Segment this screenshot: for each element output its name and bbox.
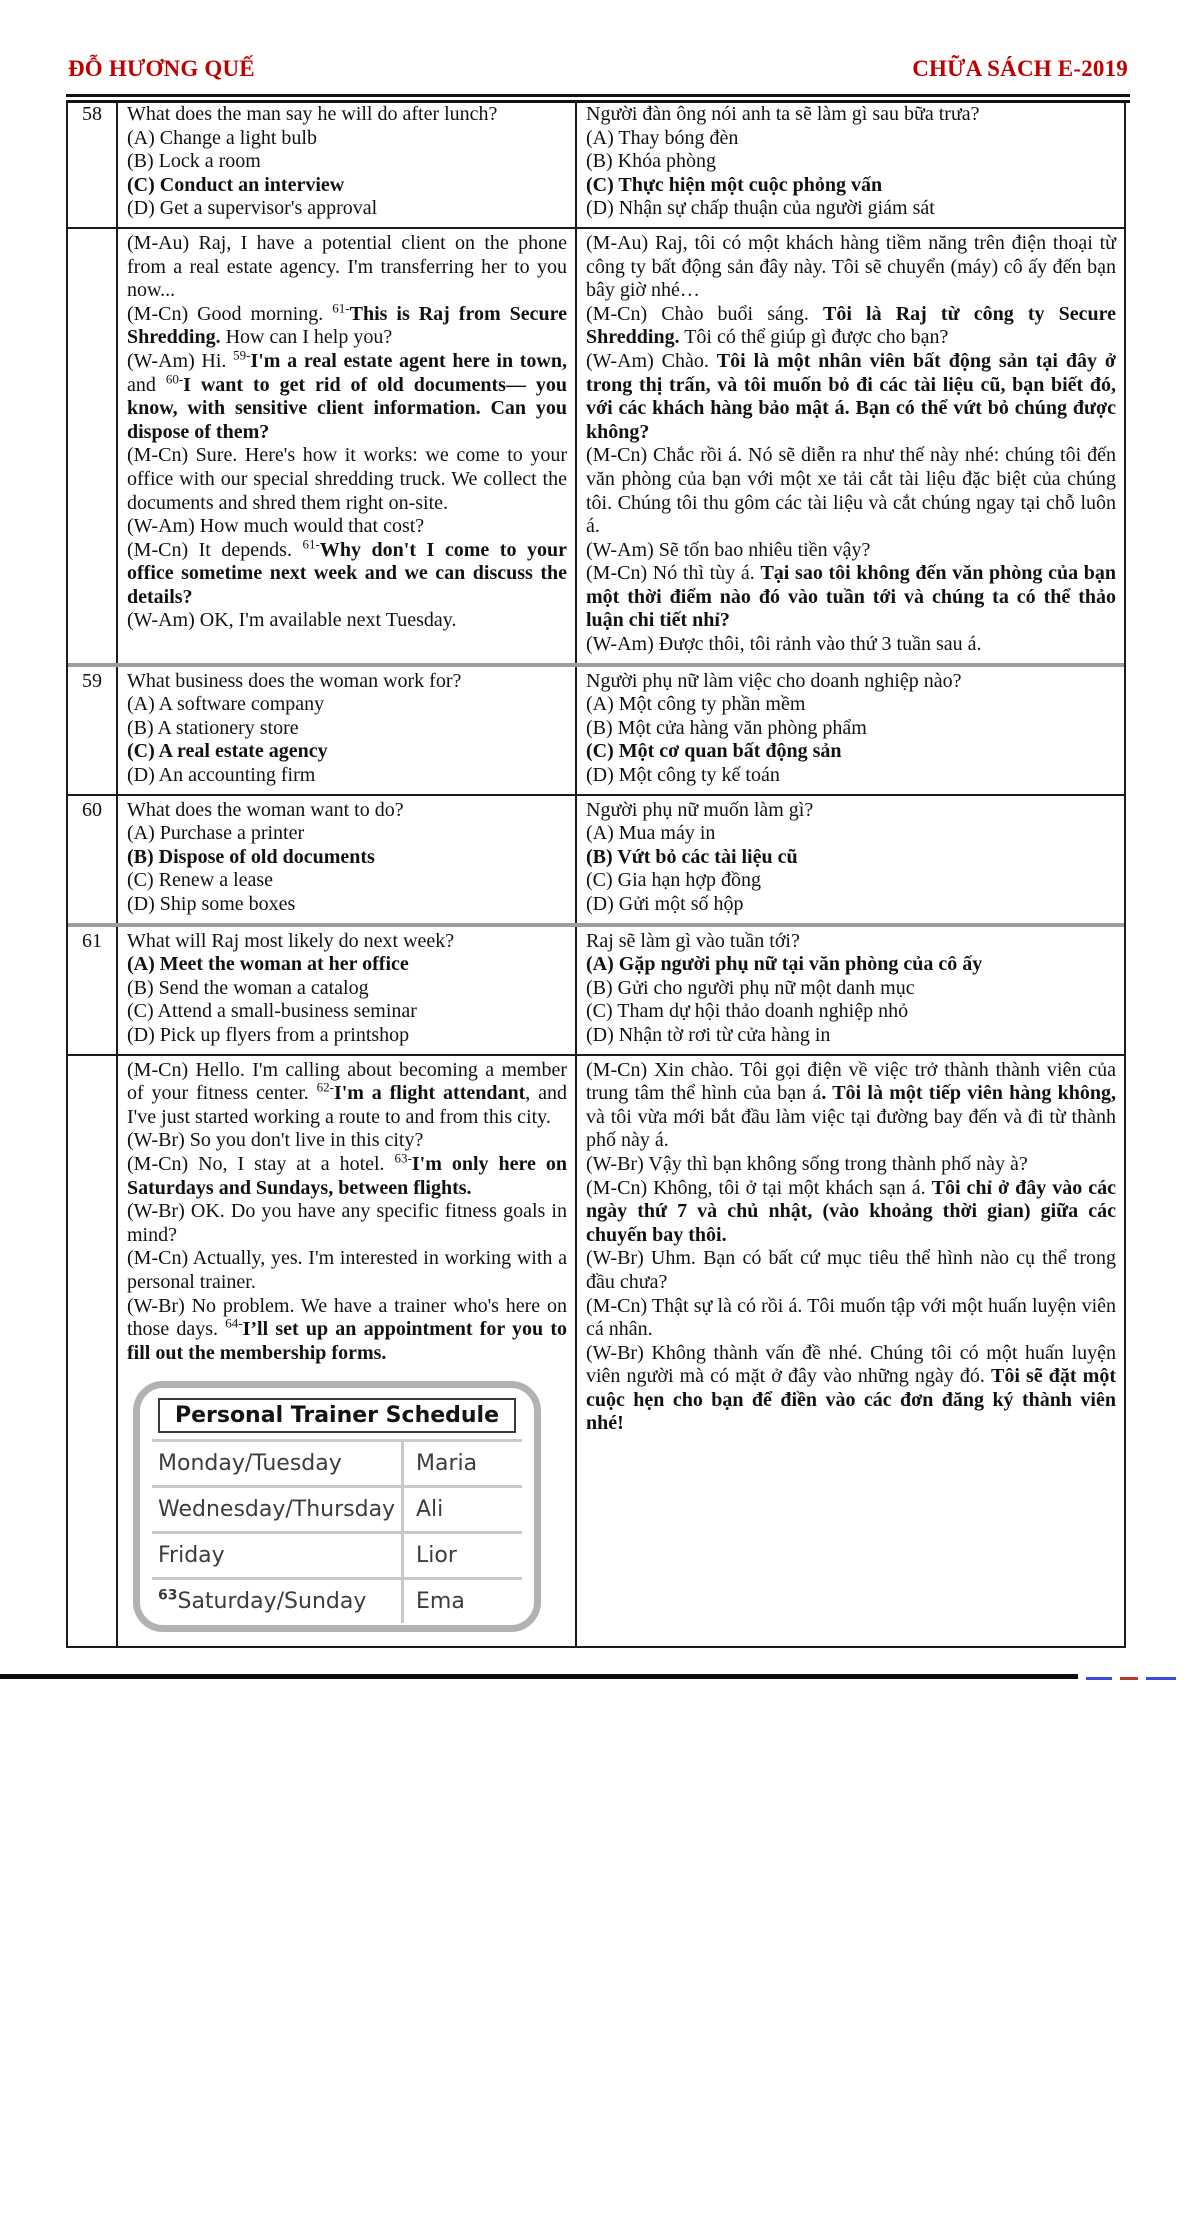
bold-answer-text: (C) Conduct an interview — [127, 173, 345, 196]
option-line — [127, 764, 567, 788]
bold-answer-text: (A) Gặp người phụ nữ tại văn phòng của cô ấy — [586, 953, 983, 976]
text-run: (A) A software company — [127, 693, 325, 716]
text-run: (C) Attend a small-business seminar — [127, 1000, 417, 1023]
bold-answer-text: Tôi chỉ ở đây vào các ngày thứ 7 và chủ nhật, (vào khoảng thời gian) giữa các chuyến bay thôi. — [586, 1176, 1116, 1246]
vietnamese-cell — [577, 927, 1124, 1054]
superscript-ref: 62- — [316, 1079, 334, 1095]
schedule-card — [133, 1381, 541, 1632]
text-run: (D) Ship some boxes — [127, 893, 296, 915]
vietnamese-cell — [577, 796, 1124, 923]
schedule-row — [152, 1485, 522, 1531]
text-run: and — [127, 373, 166, 396]
text-run: (M-Cn) Không, tôi ở tại một khách sạn á. — [586, 1176, 932, 1199]
text-run: Tôi có thể giúp gì được cho bạn? — [679, 326, 949, 349]
text-run: (M-Cn) Chắc rồi á. Nó sẽ diễn ra như thế này nhé: chúng tôi đến văn phòng của bạn với một xe tải cắt tài liệu đặc biệt của chúng tôi. Chúng tôi thu gôm các tài liệu và cắt chúng ngay tại chỗ luôn á. — [586, 444, 1116, 538]
text-run: (M-Cn) Chào buổi sáng. — [586, 302, 824, 325]
bold-answer-text: . Tôi là một tiếp viên hàng không, — [821, 1082, 1116, 1105]
dialogue-line — [127, 515, 567, 539]
vietnamese-cell — [577, 1056, 1124, 1647]
option-line — [586, 1000, 1116, 1024]
english-cell — [118, 1056, 577, 1647]
schedule-day: $^{63}$Saturday/Sunday — [158, 1587, 367, 1615]
option-line — [127, 1000, 567, 1024]
question-number: 60 — [68, 796, 118, 923]
bold-answer-text: (C) Một cơ quan bất động sản — [586, 740, 842, 763]
english-cell — [118, 667, 577, 794]
option-line — [127, 717, 567, 741]
text-run: (B) A stationery store — [127, 716, 299, 739]
text-run: (B) Gửi cho người phụ nữ một danh mục — [586, 976, 915, 999]
scan-artifact — [1146, 1677, 1176, 1680]
table-row — [68, 923, 1124, 1054]
bold-answer-text: I'm a flight attendant — [333, 1082, 526, 1105]
option-line — [586, 930, 1116, 954]
option-line — [127, 150, 567, 174]
option-line — [127, 197, 567, 221]
option-line — [127, 822, 567, 846]
bold-answer-text: (A) Meet the woman at her office — [127, 953, 409, 976]
text-run: (M-Au) Raj, I have a potential client on the phone from a real estate agency. I'm transferring her to you now... — [127, 231, 567, 302]
bold-answer-text: Tôi là Raj từ công ty Secure Shredding. — [586, 302, 1116, 349]
schedule-trainer: Maria — [401, 1442, 522, 1485]
text-run: (W-Br) So you don't live in this city? — [127, 1129, 424, 1152]
bold-answer-text: Tôi là một nhân viên bất động sản tại đây ở trong thị trấn, và tôi muốn bỏ đi các tài liệu cũ, bạn biết đó, với các khách hàng bảo mật á. Bạn có thể vứt bỏ chúng được không? — [586, 349, 1116, 443]
option-line — [586, 1024, 1116, 1048]
schedule-row — [152, 1577, 522, 1623]
dialogue-line — [127, 1150, 567, 1200]
dialogue-line — [586, 1295, 1116, 1342]
bold-answer-text: I’ll set up an appointment for you to fill out the membership forms. — [127, 1318, 567, 1364]
dialogue-line — [586, 1059, 1116, 1153]
text-run: (D) Nhận tờ rơi từ cửa hàng in — [586, 1023, 831, 1046]
text-run: (W-Am) Chào. — [586, 349, 717, 372]
dialogue-line — [127, 1059, 567, 1130]
english-cell — [118, 796, 577, 923]
dialogue-line — [127, 444, 567, 515]
text-run: (B) Một cửa hàng văn phòng phẩm — [586, 716, 867, 739]
schedule-title: Personal Trainer Schedule — [158, 1398, 516, 1433]
table-row — [68, 794, 1124, 923]
text-run: What will Raj most likely do next week? — [127, 929, 455, 952]
text-run: (M-Cn) Nó thì tùy á. — [586, 562, 761, 585]
dialogue-line — [586, 539, 1116, 563]
bold-answer-text: (B) Dispose of old documents — [127, 845, 375, 868]
option-line — [586, 869, 1116, 893]
text-run: (W-Br) Uhm. Bạn có bất cứ mục tiêu thể hình nào cụ thể trong đầu chưa? — [586, 1247, 1116, 1293]
schedule-trainer: Ema — [401, 1580, 522, 1623]
option-line — [127, 693, 567, 717]
bold-answer-text: Why don't I come to your office sometime next week and we can discuss the details? — [127, 538, 568, 608]
dialogue-line — [586, 232, 1116, 303]
text-run: (A) Thay bóng đèn — [586, 126, 739, 149]
text-run: (M-Cn) It depends. — [127, 538, 303, 561]
dialogue-line — [586, 350, 1116, 444]
vietnamese-cell — [577, 100, 1124, 227]
option-line — [127, 930, 567, 954]
option-line — [127, 1024, 567, 1048]
question-number: 61 — [68, 927, 118, 1054]
option-line — [127, 174, 567, 198]
bold-answer-text: (B) Vứt bỏ các tài liệu cũ — [586, 845, 798, 868]
superscript-ref: 59- — [233, 347, 251, 363]
option-line — [586, 764, 1116, 788]
option-line — [586, 197, 1116, 221]
bold-answer-text: (C) A real estate agency — [127, 740, 328, 763]
dialogue-line — [127, 232, 567, 303]
text-run: (C) Gia hạn hợp đồng — [586, 869, 761, 892]
bold-answer-text: I'm only here on Saturdays and Sundays, between flights. — [127, 1152, 567, 1199]
option-line — [127, 799, 567, 823]
text-run: (D) Get a supervisor's approval — [127, 197, 378, 220]
option-line — [586, 150, 1116, 174]
text-run: (W-Br) No problem. We have a trainer who's here on those days. — [127, 1294, 567, 1341]
text-run: (A) Purchase a printer — [127, 822, 305, 845]
text-run: (M-Cn) Xin chào. Tôi gọi điện về việc trở thành thành viên của trung tâm thể hình của bạn á — [586, 1058, 1116, 1105]
dialogue-line — [586, 1153, 1116, 1177]
text-run: (C) Renew a lease — [127, 869, 274, 892]
dialogue-line — [586, 1342, 1116, 1436]
vietnamese-cell — [577, 667, 1124, 794]
text-run: , and I've just started working a route to and from this city. — [127, 1082, 567, 1128]
text-run: (W-Am) Hi. — [127, 349, 234, 372]
text-run: (M-Cn) Actually, yes. I'm interested in working with a personal trainer. — [127, 1247, 567, 1293]
page-header — [68, 56, 1128, 82]
text-run: (W-Br) OK. Do you have any specific fitness goals in mind? — [127, 1200, 567, 1246]
dialogue-line — [127, 1247, 567, 1294]
question-number: 58 — [68, 100, 118, 227]
option-line — [586, 127, 1116, 151]
english-cell — [118, 927, 577, 1054]
table-row — [68, 227, 1124, 663]
option-line — [127, 977, 567, 1001]
dialogue-line — [127, 1295, 567, 1366]
bold-answer-text: I'm a real estate agent here in town, — [250, 349, 567, 372]
text-run: Người phụ nữ làm việc cho doanh nghiệp nào? — [586, 669, 962, 692]
schedule-row — [152, 1439, 522, 1485]
scan-artifact — [1086, 1677, 1112, 1680]
scan-artifact — [1120, 1677, 1138, 1680]
text-run: Người đàn ông nói anh ta sẽ làm gì sau bữa trưa? — [586, 103, 980, 125]
superscript-ref: 61- — [302, 536, 320, 552]
text-run: (B) Khóa phòng — [586, 150, 716, 173]
dialogue-line — [586, 1247, 1116, 1294]
question-number — [68, 1056, 118, 1647]
dialogue-line — [127, 1200, 567, 1247]
text-run: What business does the woman work for? — [127, 669, 462, 692]
text-run: Raj sẽ làm gì vào tuần tới? — [586, 929, 800, 952]
option-line — [586, 822, 1116, 846]
table-row — [68, 1054, 1124, 1647]
superscript-ref: 60- — [165, 370, 184, 386]
superscript-ref: 61- — [332, 300, 350, 316]
schedule-row — [152, 1531, 522, 1577]
option-line — [127, 103, 567, 127]
option-line — [127, 740, 567, 764]
text-run: (B) Lock a room — [127, 150, 261, 173]
text-run: Người phụ nữ muốn làm gì? — [586, 798, 814, 821]
text-run: (M-Cn) Thật sự là có rồi á. Tôi muốn tập với một huấn luyện viên cá nhân. — [586, 1294, 1116, 1341]
text-run: What does the woman want to do? — [127, 798, 404, 821]
text-run: (C) Tham dự hội thảo doanh nghiệp nhỏ — [586, 1000, 909, 1023]
text-run: (W-Am) Sẽ tốn bao nhiêu tiền vậy? — [586, 538, 871, 561]
text-run: (M-Cn) No, I stay at a hotel. — [127, 1152, 395, 1175]
english-cell — [118, 100, 577, 227]
option-line — [127, 670, 567, 694]
schedule-day: Friday — [158, 1543, 225, 1569]
option-line — [127, 846, 567, 870]
option-line — [586, 103, 1116, 127]
option-line — [586, 977, 1116, 1001]
option-line — [586, 693, 1116, 717]
option-line — [586, 740, 1116, 764]
superscript-ref: 63 — [158, 1587, 178, 1604]
option-line — [586, 799, 1116, 823]
text-run: (W-Br) Vậy thì bạn không sống trong thành phố này à? — [586, 1152, 1028, 1175]
option-line — [586, 670, 1116, 694]
vietnamese-cell — [577, 229, 1124, 663]
option-line — [586, 717, 1116, 741]
text-run: (A) Change a light bulb — [127, 126, 317, 149]
option-line — [586, 893, 1116, 917]
superscript-ref: 64- — [225, 1315, 243, 1331]
text-run: (W-Am) How much would that cost? — [127, 515, 425, 538]
text-run: (D) An accounting firm — [127, 764, 316, 787]
bold-answer-text: This is Raj from Secure Shredding. — [127, 302, 567, 349]
bold-answer-text: (C) Thực hiện một cuộc phỏng vấn — [586, 173, 883, 196]
option-line — [127, 893, 567, 917]
question-number — [68, 229, 118, 663]
option-line — [586, 174, 1116, 198]
text-run: (A) Mua máy in — [586, 822, 716, 845]
option-line — [127, 127, 567, 151]
text-run: (W-Am) OK, I'm available next Tuesday. — [127, 609, 457, 632]
question-number: 59 — [68, 667, 118, 794]
dialogue-line — [127, 300, 567, 350]
text-run: (D) Gửi một số hộp — [586, 893, 744, 915]
dialogue-line — [127, 609, 567, 633]
bold-answer-text: Tại sao tôi không đến văn phòng của bạn một thời điểm nào đó vào tuần tới và chúng ta có thể thảo luận chi tiết nhỉ? — [586, 562, 1116, 632]
dialogue-line — [127, 347, 567, 444]
dialogue-line — [586, 562, 1116, 633]
text-run: (W-Am) Được thôi, tôi rảnh vào thứ 3 tuần sau á. — [586, 633, 982, 656]
text-run: (M-Au) Raj, tôi có một khách hàng tiềm năng trên điện thoại từ công ty bất động sản đây này. Tôi sẽ chuyển (máy) cô ấy đến bạn bây giờ nhé… — [586, 231, 1116, 302]
text-run: và tôi vừa mới bắt đầu làm việc tại đường bay đến và đi từ thành phố này á. — [586, 1105, 1116, 1152]
option-line — [586, 953, 1116, 977]
text-run: What does the man say he will do after lunch? — [127, 103, 498, 125]
text-run: (A) Một công ty phần mềm — [586, 693, 806, 716]
text-run: (D) Pick up flyers from a printshop — [127, 1023, 410, 1046]
bold-answer-text: I want to get rid of old documents— you know, with sensitive client information. Can you dispose of them? — [127, 373, 567, 443]
dialogue-line — [586, 633, 1116, 657]
bottom-scan-bar — [0, 1674, 1078, 1679]
text-run: (W-Br) Không thành vấn đề nhé. Chúng tôi có một huấn luyện viên người mà có mặt ở đây vào những ngày đó. — [586, 1341, 1116, 1388]
option-line — [127, 869, 567, 893]
schedule-day: Monday/Tuesday — [158, 1451, 342, 1477]
question-table — [66, 100, 1126, 1648]
text-run: How can I help you? — [220, 326, 393, 349]
option-line — [586, 846, 1116, 870]
text-run: (M-Cn) Sure. Here's how it works: we come to your office with our special shredding truck. We collect the documents and shred them right on-site. — [127, 444, 567, 514]
text-run: (M-Cn) Hello. I'm calling about becoming a member of your fitness center. — [127, 1058, 567, 1105]
header-author: ĐỖ HƯƠNG QUẾ — [68, 56, 255, 81]
table-row — [68, 100, 1124, 227]
schedule-trainer: Lior — [401, 1534, 522, 1577]
dialogue-line — [127, 536, 568, 610]
bold-answer-text: Tôi sẽ đặt một cuộc hẹn cho bạn để điền vào các đơn đăng ký thành viên nhé! — [586, 1365, 1116, 1435]
dialogue-line — [586, 1177, 1116, 1248]
table-row — [68, 663, 1124, 794]
english-cell — [118, 229, 577, 663]
dialogue-line — [586, 303, 1116, 350]
schedule-day: Wednesday/Thursday — [158, 1497, 396, 1523]
option-line — [127, 953, 567, 977]
text-run: (M-Cn) Good morning. — [127, 302, 333, 325]
text-run: (D) Một công ty kế toán — [586, 764, 780, 787]
text-run: (D) Nhận sự chấp thuận của người giám sát — [586, 197, 935, 220]
dialogue-line — [127, 1129, 567, 1153]
dialogue-line — [586, 444, 1116, 538]
text-run: (B) Send the woman a catalog — [127, 976, 369, 999]
header-book-title: CHỮA SÁCH E-2019 — [912, 56, 1128, 81]
superscript-ref: 63- — [394, 1150, 412, 1166]
schedule-trainer: Ali — [401, 1488, 522, 1531]
